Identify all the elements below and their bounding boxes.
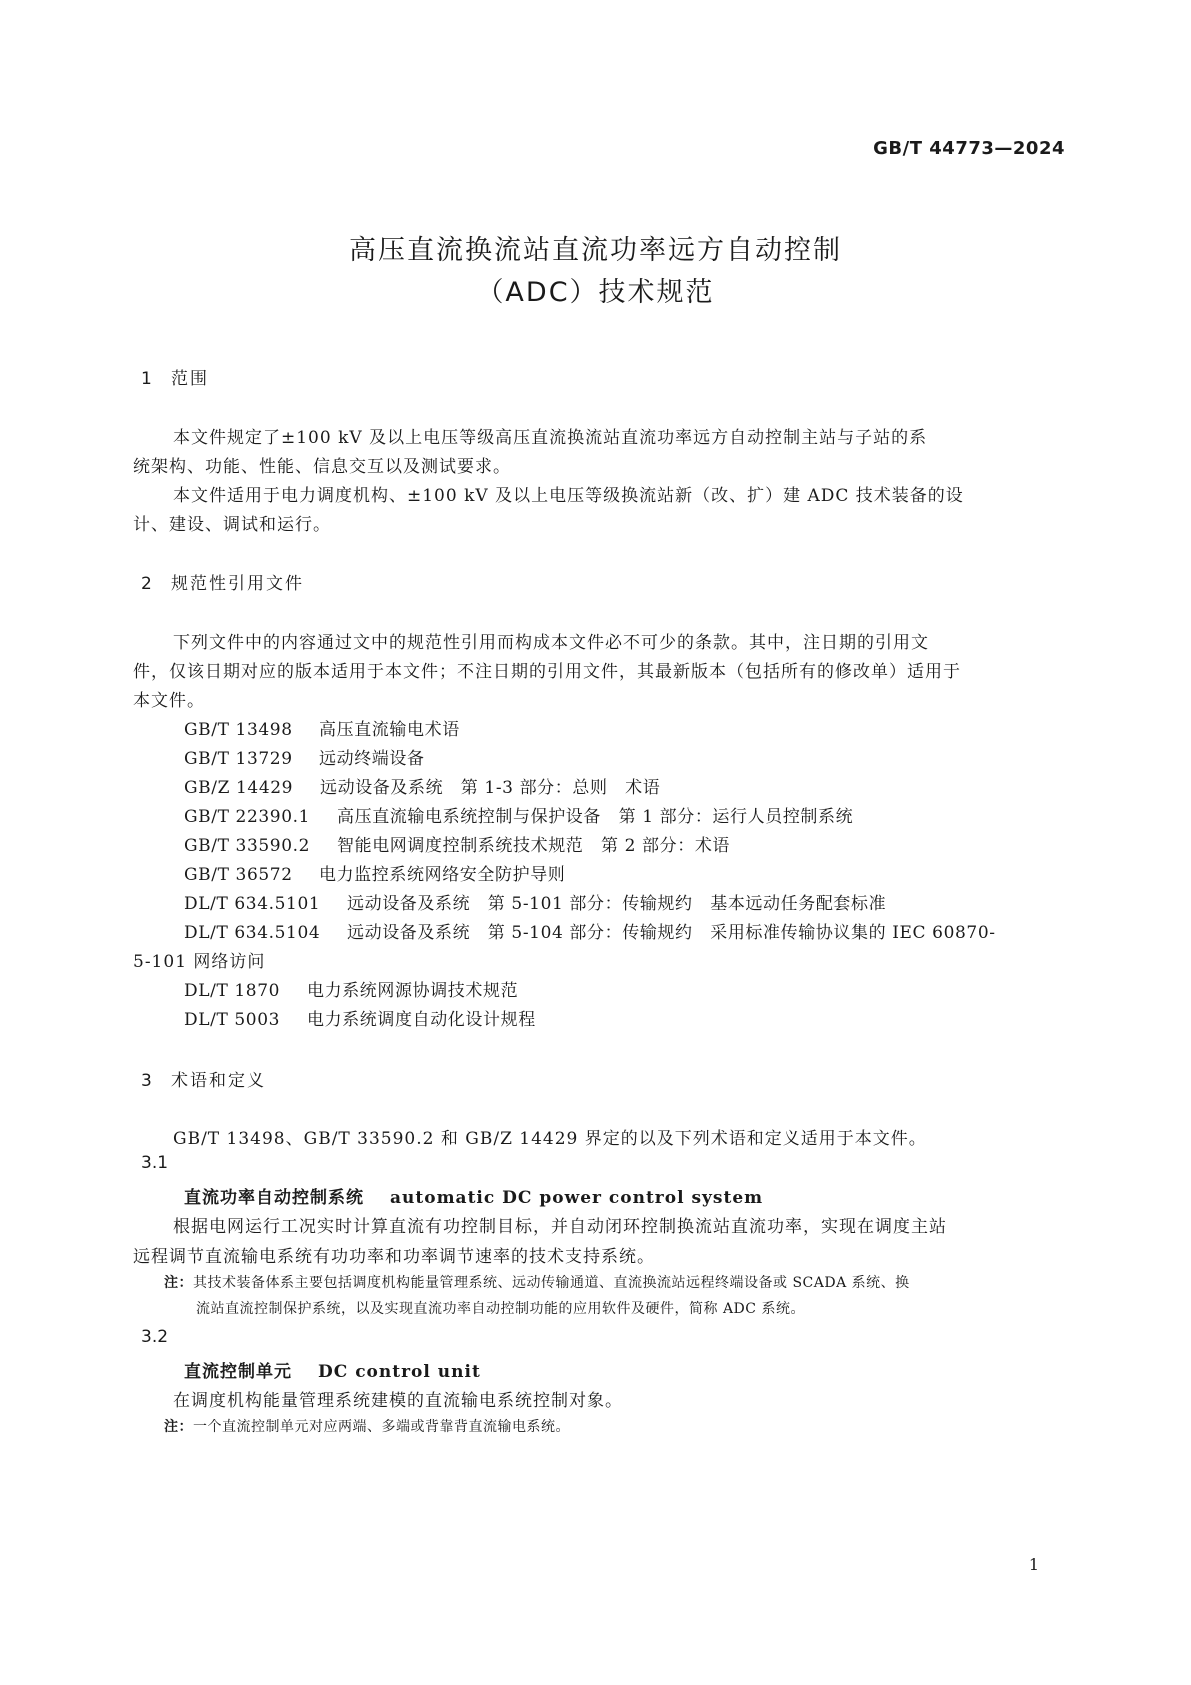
term-en: automatic DC power control system — [390, 1188, 764, 1208]
term-en: DC control unit — [318, 1362, 481, 1382]
section-title: 规范性引用文件 — [171, 574, 304, 594]
reference-code: GB/T 13729 — [184, 749, 293, 769]
reference-item — [184, 744, 425, 769]
reference-item — [184, 1005, 536, 1030]
reference-title: 电力监控系统网络安全防护导则 — [319, 865, 566, 885]
reference-continuation: 5-101 网络访问 — [133, 952, 266, 972]
term-definition-line-1: 根据电网运行工况实时计算直流有功控制目标，并自动闭环控制换流站直流功率，实现在调度主站 — [173, 1217, 947, 1237]
reference-title: 远动设备及系统 第 5-104 部分：传输规约 采用标准传输协议集的 IEC 60870- — [347, 923, 996, 943]
page-number: 1 — [1028, 1555, 1039, 1574]
reference-item — [184, 831, 730, 856]
reference-item — [184, 976, 518, 1001]
term-zh: 直流功率自动控制系统 — [184, 1188, 364, 1208]
standard-number: GB/T 44773—2024 — [873, 138, 1065, 159]
reference-item — [184, 802, 853, 827]
term-number: 3.1 — [141, 1153, 169, 1173]
reference-title: 电力系统调度自动化设计规程 — [307, 1010, 536, 1030]
term-note-line-1 — [164, 1416, 570, 1436]
s1-paragraph-2-line-2: 计、建设、调试和运行。 — [133, 515, 331, 535]
section-number: 2 — [141, 574, 154, 594]
term-note-line-2: 流站直流控制保护系统，以及实现直流功率自动控制功能的应用软件及硬件，简称 ADC 系统。 — [196, 1301, 805, 1317]
document-title-line1: 高压直流换流站直流功率远方自动控制 — [349, 235, 842, 266]
term-title — [184, 1357, 481, 1382]
term-definition-line-1: 在调度机构能量管理系统建模的直流输电系统控制对象。 — [173, 1391, 623, 1411]
reference-code: DL/T 1870 — [184, 981, 281, 1001]
reference-title: 远动设备及系统 第 1-3 部分：总则 术语 — [320, 778, 661, 798]
s1-paragraph-2-line-1: 本文件适用于电力调度机构、±100 kV 及以上电压等级换流站新（改、扩）建 ADC 技术装备的设 — [173, 486, 964, 506]
reference-code: GB/T 13498 — [184, 720, 293, 740]
note-label: 注： — [164, 1419, 193, 1435]
section-3-heading — [141, 1066, 266, 1091]
reference-item — [184, 860, 565, 885]
section-number: 1 — [141, 369, 154, 389]
reference-item — [184, 889, 886, 914]
reference-title: 电力系统网源协调技术规范 — [307, 981, 519, 1001]
reference-title: 智能电网调度控制系统技术规范 第 2 部分：术语 — [337, 836, 731, 856]
term-zh: 直流控制单元 — [184, 1362, 292, 1382]
reference-item — [184, 715, 460, 740]
reference-title: 高压直流输电系统控制与保护设备 第 1 部分：运行人员控制系统 — [337, 807, 854, 827]
document-title-line2: （ADC）技术规范 — [476, 277, 715, 308]
note-text: 其技术装备体系主要包括调度机构能量管理系统、远动传输通道、直流换流站远程终端设备或 SCADA 系统、换 — [193, 1275, 910, 1291]
reference-code: GB/T 33590.2 — [184, 836, 311, 856]
term-title — [184, 1183, 763, 1208]
reference-code: DL/T 634.5101 — [184, 894, 321, 914]
reference-code: GB/T 36572 — [184, 865, 293, 885]
reference-title: 高压直流输电术语 — [319, 720, 460, 740]
reference-title: 远动设备及系统 第 5-101 部分：传输规约 基本远动任务配套标准 — [347, 894, 887, 914]
s2-intro-line-2: 件，仅该日期对应的版本适用于本文件；不注日期的引用文件，其最新版本（包括所有的修改单）适用于 — [133, 662, 961, 682]
reference-title: 远动终端设备 — [319, 749, 425, 769]
note-text: 一个直流控制单元对应两端、多端或背靠背直流输电系统。 — [193, 1419, 570, 1435]
term-number: 3.2 — [141, 1327, 169, 1347]
term-definition-line-2: 远程调节直流输电系统有功功率和功率调节速率的技术支持系统。 — [133, 1247, 655, 1267]
note-label: 注： — [164, 1275, 193, 1291]
section-title: 范围 — [171, 369, 209, 389]
s2-intro-line-3: 本文件。 — [133, 691, 205, 711]
term-note-line-1 — [164, 1272, 910, 1292]
s1-paragraph-1-line-1: 本文件规定了±100 kV 及以上电压等级高压直流换流站直流功率远方自动控制主站与子站的系 — [173, 428, 928, 448]
section-2-heading — [141, 569, 304, 594]
s1-paragraph-1-line-2: 统架构、功能、性能、信息交互以及测试要求。 — [133, 457, 511, 477]
reference-code: DL/T 634.5104 — [184, 923, 321, 943]
reference-code: GB/T 22390.1 — [184, 807, 311, 827]
s3-intro: GB/T 13498、GB/T 33590.2 和 GB/Z 14429 界定的以及下列术语和定义适用于本文件。 — [173, 1129, 927, 1149]
reference-item — [184, 773, 660, 798]
section-number: 3 — [141, 1071, 154, 1091]
section-title: 术语和定义 — [171, 1071, 266, 1091]
reference-code: GB/Z 14429 — [184, 778, 294, 798]
reference-item — [184, 918, 996, 943]
reference-code: DL/T 5003 — [184, 1010, 281, 1030]
section-1-heading — [141, 364, 209, 389]
s2-intro-line-1: 下列文件中的内容通过文中的规范性引用而构成本文件必不可少的条款。其中，注日期的引用文 — [173, 633, 929, 653]
